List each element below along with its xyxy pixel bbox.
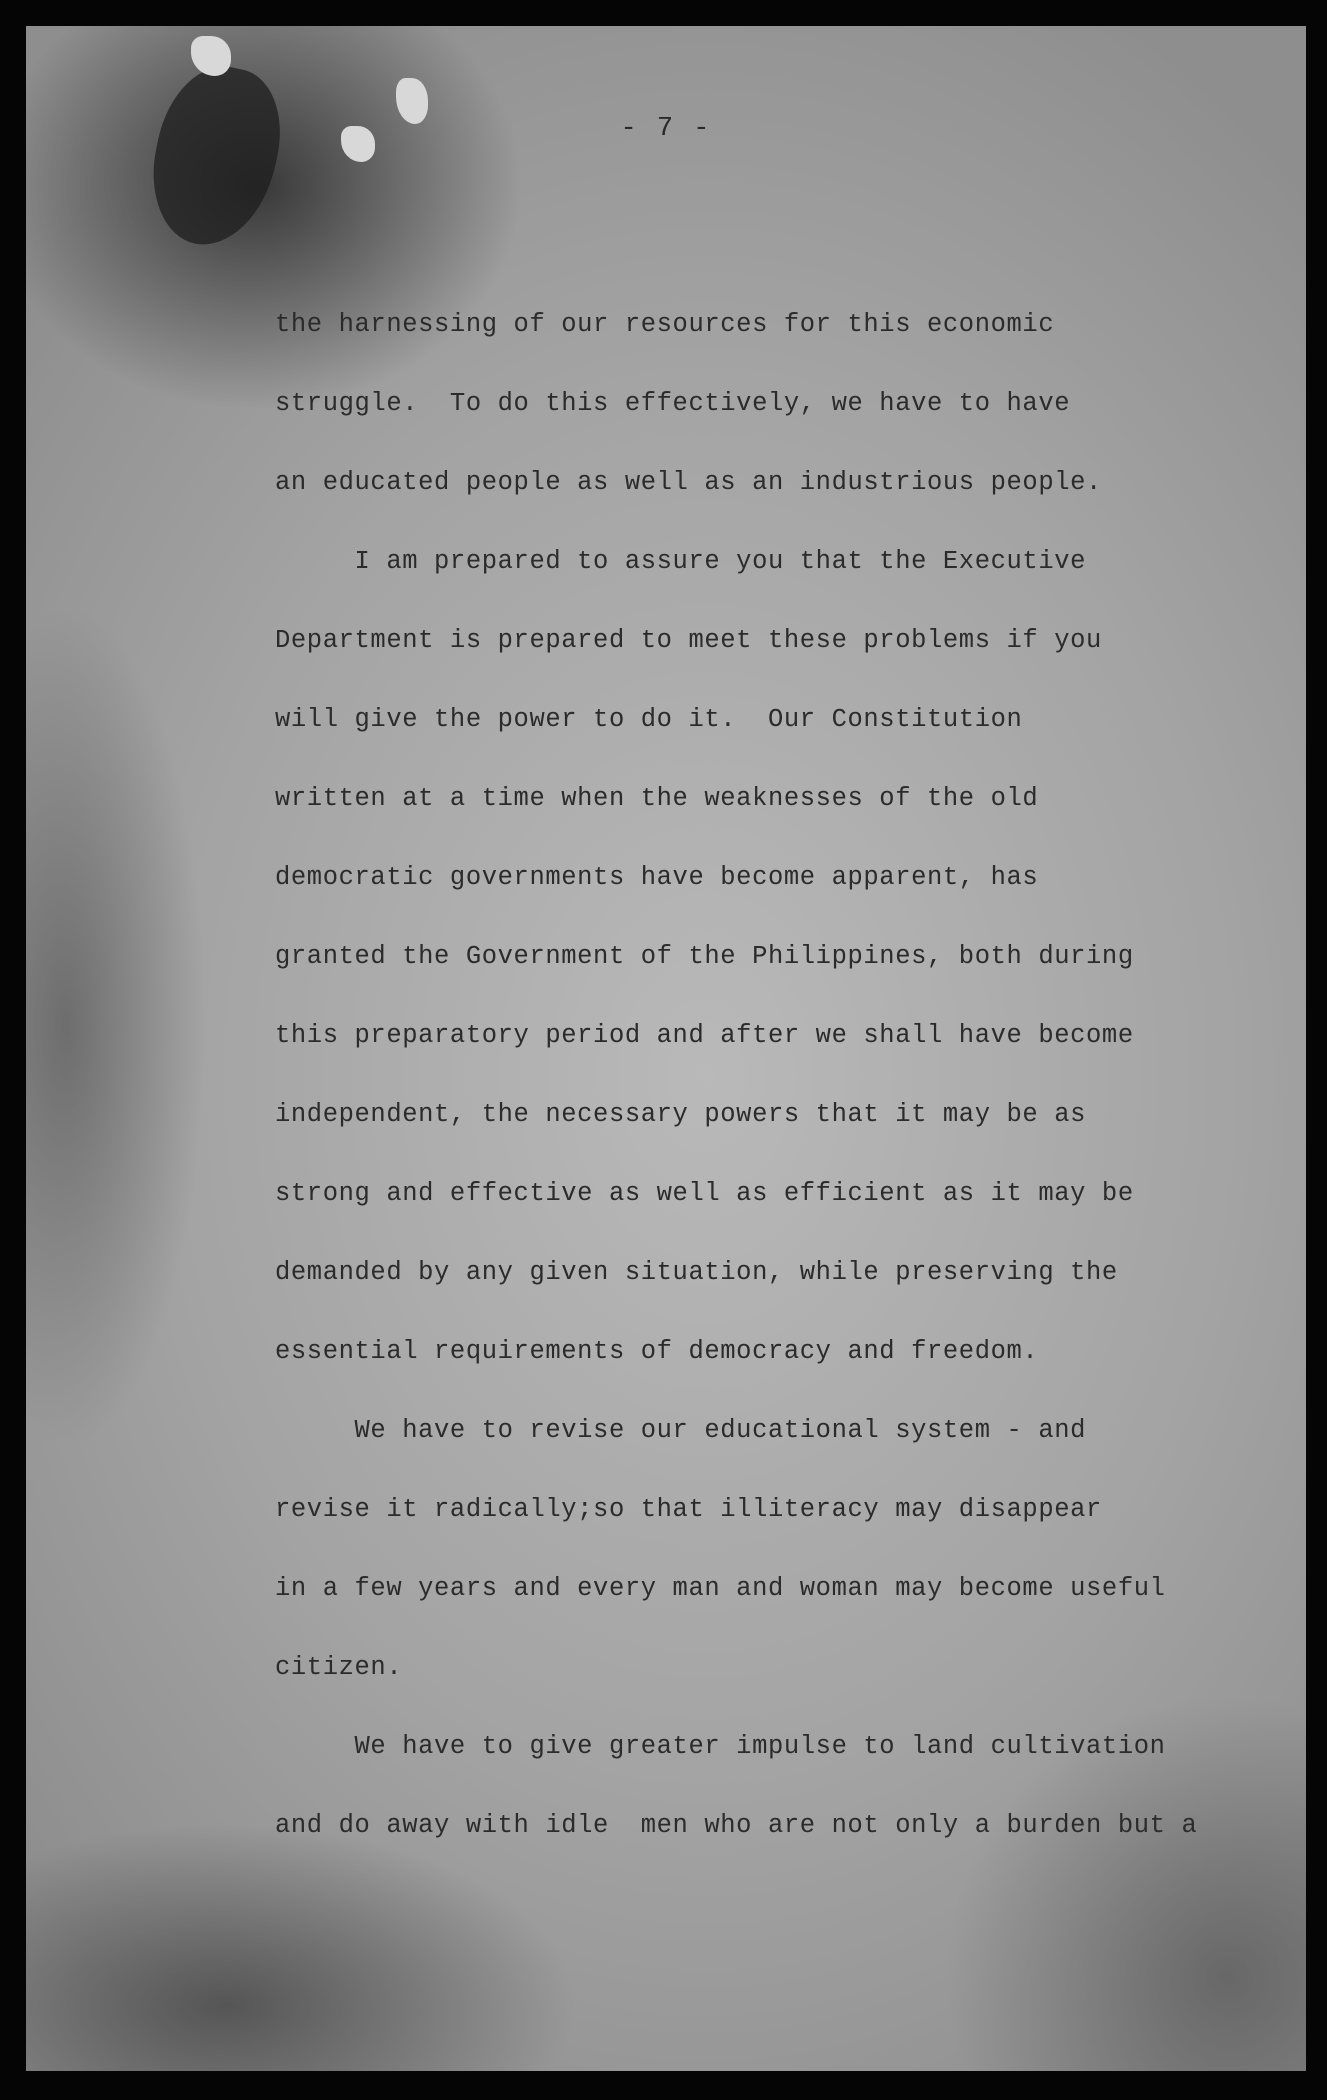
text-line: We have to revise our educational system - and (275, 1416, 1087, 1445)
page-number: - 7 - (620, 114, 712, 144)
text-line: in a few years and every man and woman may become useful (275, 1574, 1166, 1603)
text-line: I am prepared to assure you that the Executive (275, 547, 1087, 576)
text-line: struggle. To do this effectively, we have to have (275, 389, 1071, 418)
text-line: revise it radically;so that illiteracy may disappear (275, 1495, 1102, 1524)
document-page (26, 26, 1306, 2071)
text-line: independent, the necessary powers that it may be as (275, 1100, 1087, 1129)
text-line: will give the power to do it. Our Constitution (275, 705, 1023, 734)
text-line: granted the Government of the Philippines, both during (275, 942, 1134, 971)
text-line: democratic governments have become apparent, has (275, 863, 1039, 892)
typed-text-body (26, 26, 1306, 2071)
text-line: and do away with idle men who are not only a burden but a (275, 1811, 1198, 1840)
text-line: We have to give greater impulse to land cultivation (275, 1732, 1166, 1761)
text-line: citizen. (275, 1653, 403, 1682)
text-line: the harnessing of our resources for this economic (275, 310, 1055, 339)
text-line: demanded by any given situation, while preserving the (275, 1258, 1118, 1287)
text-line: this preparatory period and after we shall have become (275, 1021, 1134, 1050)
text-line: Department is prepared to meet these problems if you (275, 626, 1102, 655)
text-line: an educated people as well as an industrious people. (275, 468, 1102, 497)
text-line: essential requirements of democracy and freedom. (275, 1337, 1039, 1366)
text-line: written at a time when the weaknesses of the old (275, 784, 1039, 813)
text-line: strong and effective as well as efficient as it may be (275, 1179, 1134, 1208)
